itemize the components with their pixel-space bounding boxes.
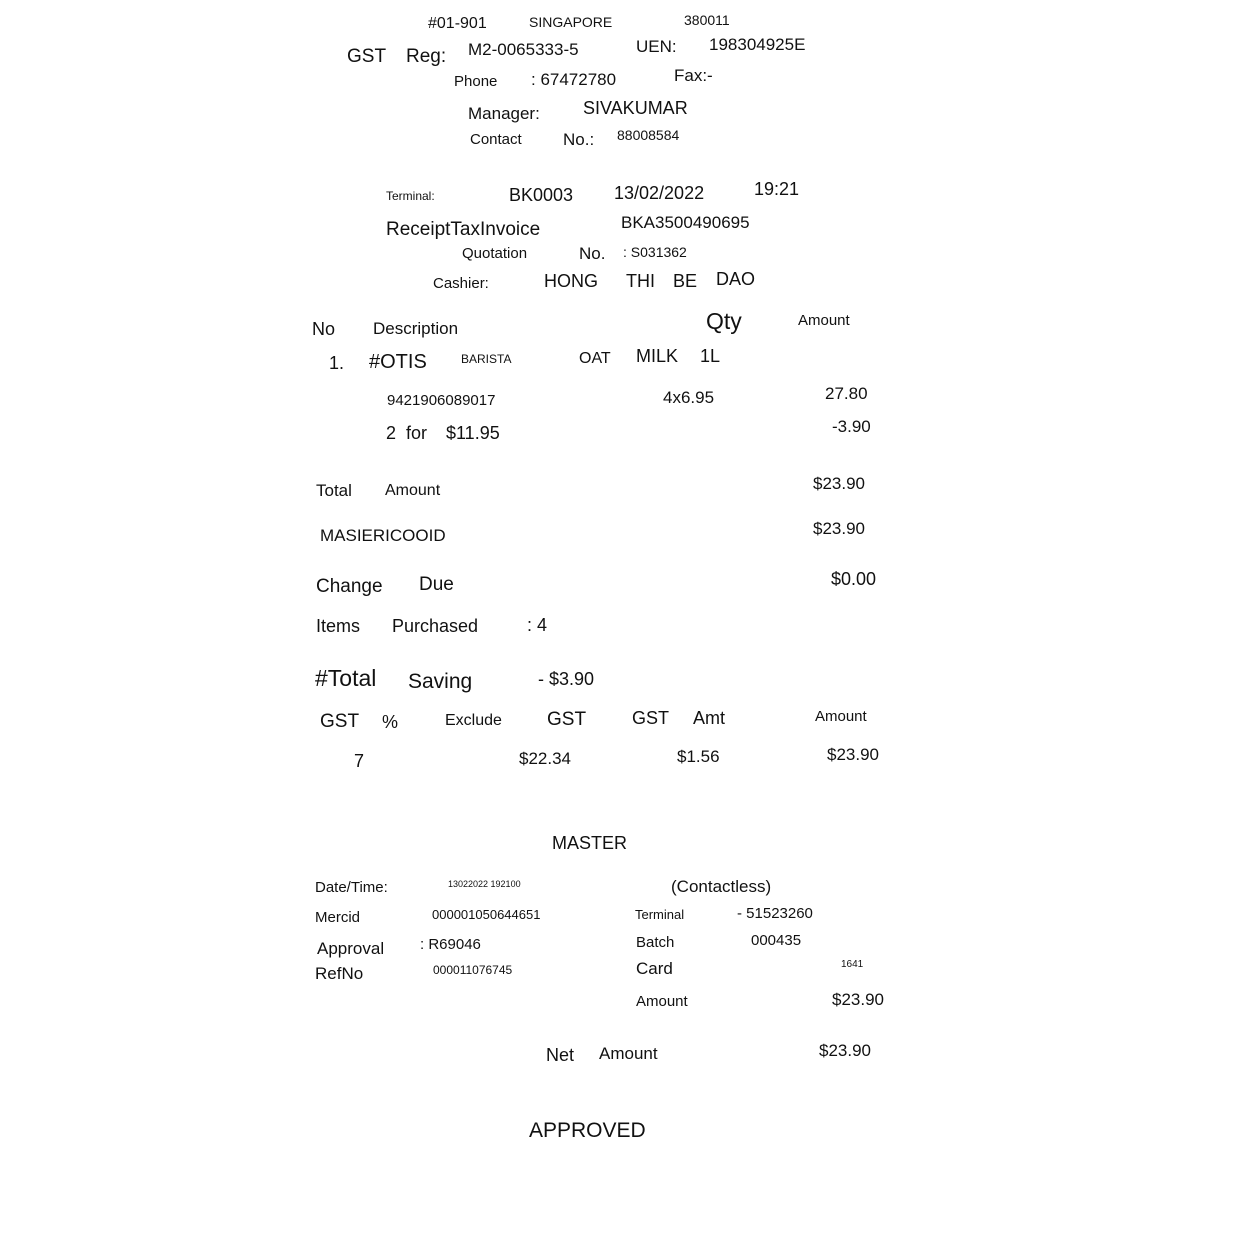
address-city: SINGAPORE [529,14,613,30]
gst-exclude-value: $22.34 [519,749,571,768]
gst-col-exclude-gst: GST [547,709,587,730]
gst-label: GST [347,46,387,67]
phone-value: : 67472780 [531,70,617,89]
approval-value: : R69046 [420,936,481,953]
items-purchased-label-2: Purchased [392,616,479,636]
card-type: MASTER [552,833,628,853]
manager-label: Manager: [468,104,540,123]
change-amount: $0.00 [831,569,877,589]
gst-col-gst-amt-2: Amt [693,708,726,728]
item-word-size: 1L [700,346,721,366]
items-purchased-count: : 4 [527,615,548,635]
contact-number: 88008584 [617,127,680,143]
total-saving-label-1: #Total [315,665,377,691]
cashier-name-3: BE [673,271,698,291]
manager-name: SIVAKUMAR [583,98,688,118]
item-barcode: 9421906089017 [387,392,496,409]
contact-label: Contact [470,131,522,148]
quotation-label: Quotation [462,245,528,262]
address-postcode: 380011 [684,12,730,28]
slip-amount-label: Amount [636,993,688,1010]
cashier-name-1: HONG [544,271,598,291]
transaction-time: 19:21 [754,179,800,199]
card-label: Card [636,959,673,978]
cashier-name-4: DAO [716,269,756,289]
net-amount-label-2: Amount [599,1044,658,1063]
change-label-1: Change [316,576,383,597]
total-saving-amount: - $3.90 [538,669,595,689]
gst-reg-number: M2-0065333-5 [468,40,579,59]
quotation-no-label: No. [579,244,606,263]
item-word-milk: MILK [636,346,679,366]
batch-value: 000435 [751,932,802,949]
gst-col-exclude: Exclude [445,712,502,729]
gst-col-gst: GST [320,711,360,732]
item-number: 1. [329,353,345,373]
fax-label: Fax:- [674,66,713,85]
uen-number: 198304925E [709,35,806,54]
item-word-oat: OAT [579,350,611,367]
net-amount-value: $23.90 [819,1041,871,1060]
net-amount-label-1: Net [546,1045,575,1065]
contact-no-label: No.: [563,130,595,149]
slip-terminal-value: - 51523260 [737,905,813,922]
uen-label: UEN: [636,37,677,56]
change-label-2: Due [419,574,454,595]
batch-label: Batch [636,934,675,951]
item-line-amount: 27.80 [825,384,868,403]
gst-total-amount: $23.90 [827,745,879,764]
total-label-2: Amount [385,482,441,499]
mercid-value: 000001050644651 [432,907,541,922]
col-qty-header: Qty [706,308,742,334]
payment-amount: $23.90 [813,519,865,538]
slip-terminal-label: Terminal [635,907,685,922]
item-qty-price: 4x6.95 [663,388,715,407]
phone-label: Phone [454,73,498,90]
gst-amount-value: $1.56 [677,747,720,766]
mercid-label: Mercid [315,909,361,926]
gst-col-percent: % [382,712,399,732]
quotation-number: : S031362 [623,244,687,260]
datetime-label: Date/Time: [315,879,388,896]
promo-qty: 2 [386,423,397,443]
col-no-header: No [312,319,336,339]
slip-amount-value: $23.90 [832,990,884,1009]
promo-price: $11.95 [446,423,500,443]
col-amount-header: Amount [798,312,850,329]
refno-label: RefNo [315,964,364,983]
datetime-value: 13022022 192100 [448,879,521,889]
promo-for: for [406,423,428,443]
promo-amount: -3.90 [832,417,871,436]
gst-rate: 7 [354,751,365,771]
approved-status: APPROVED [529,1119,646,1142]
total-saving-label-2: Saving [408,670,473,693]
card-value: 1641 [841,959,864,970]
reg-label: Reg: [406,46,447,67]
payment-method: MASIERICOOID [320,526,446,545]
cashier-name-2: THI [626,271,655,291]
receipt-number: BKA3500490695 [621,213,750,232]
address-unit: #01-901 [428,15,487,32]
cashier-label: Cashier: [433,275,489,292]
item-word-barista: BARISTA [461,352,512,366]
gst-col-amount: Amount [815,708,867,725]
refno-value: 000011076745 [433,963,513,977]
total-label-1: Total [316,481,352,500]
transaction-date: 13/02/2022 [614,183,705,203]
approval-label: Approval [317,939,385,958]
terminal-label: Terminal: [386,189,435,203]
col-description-header: Description [373,319,459,338]
gst-col-gst-amt-1: GST [632,708,670,728]
contactless-label: (Contactless) [671,877,772,896]
terminal-id: BK0003 [509,185,574,205]
item-brand: #OTIS [369,351,427,373]
total-amount: $23.90 [813,474,865,493]
items-purchased-label-1: Items [316,616,361,636]
receipt-label: ReceiptTaxInvoice [386,219,541,240]
